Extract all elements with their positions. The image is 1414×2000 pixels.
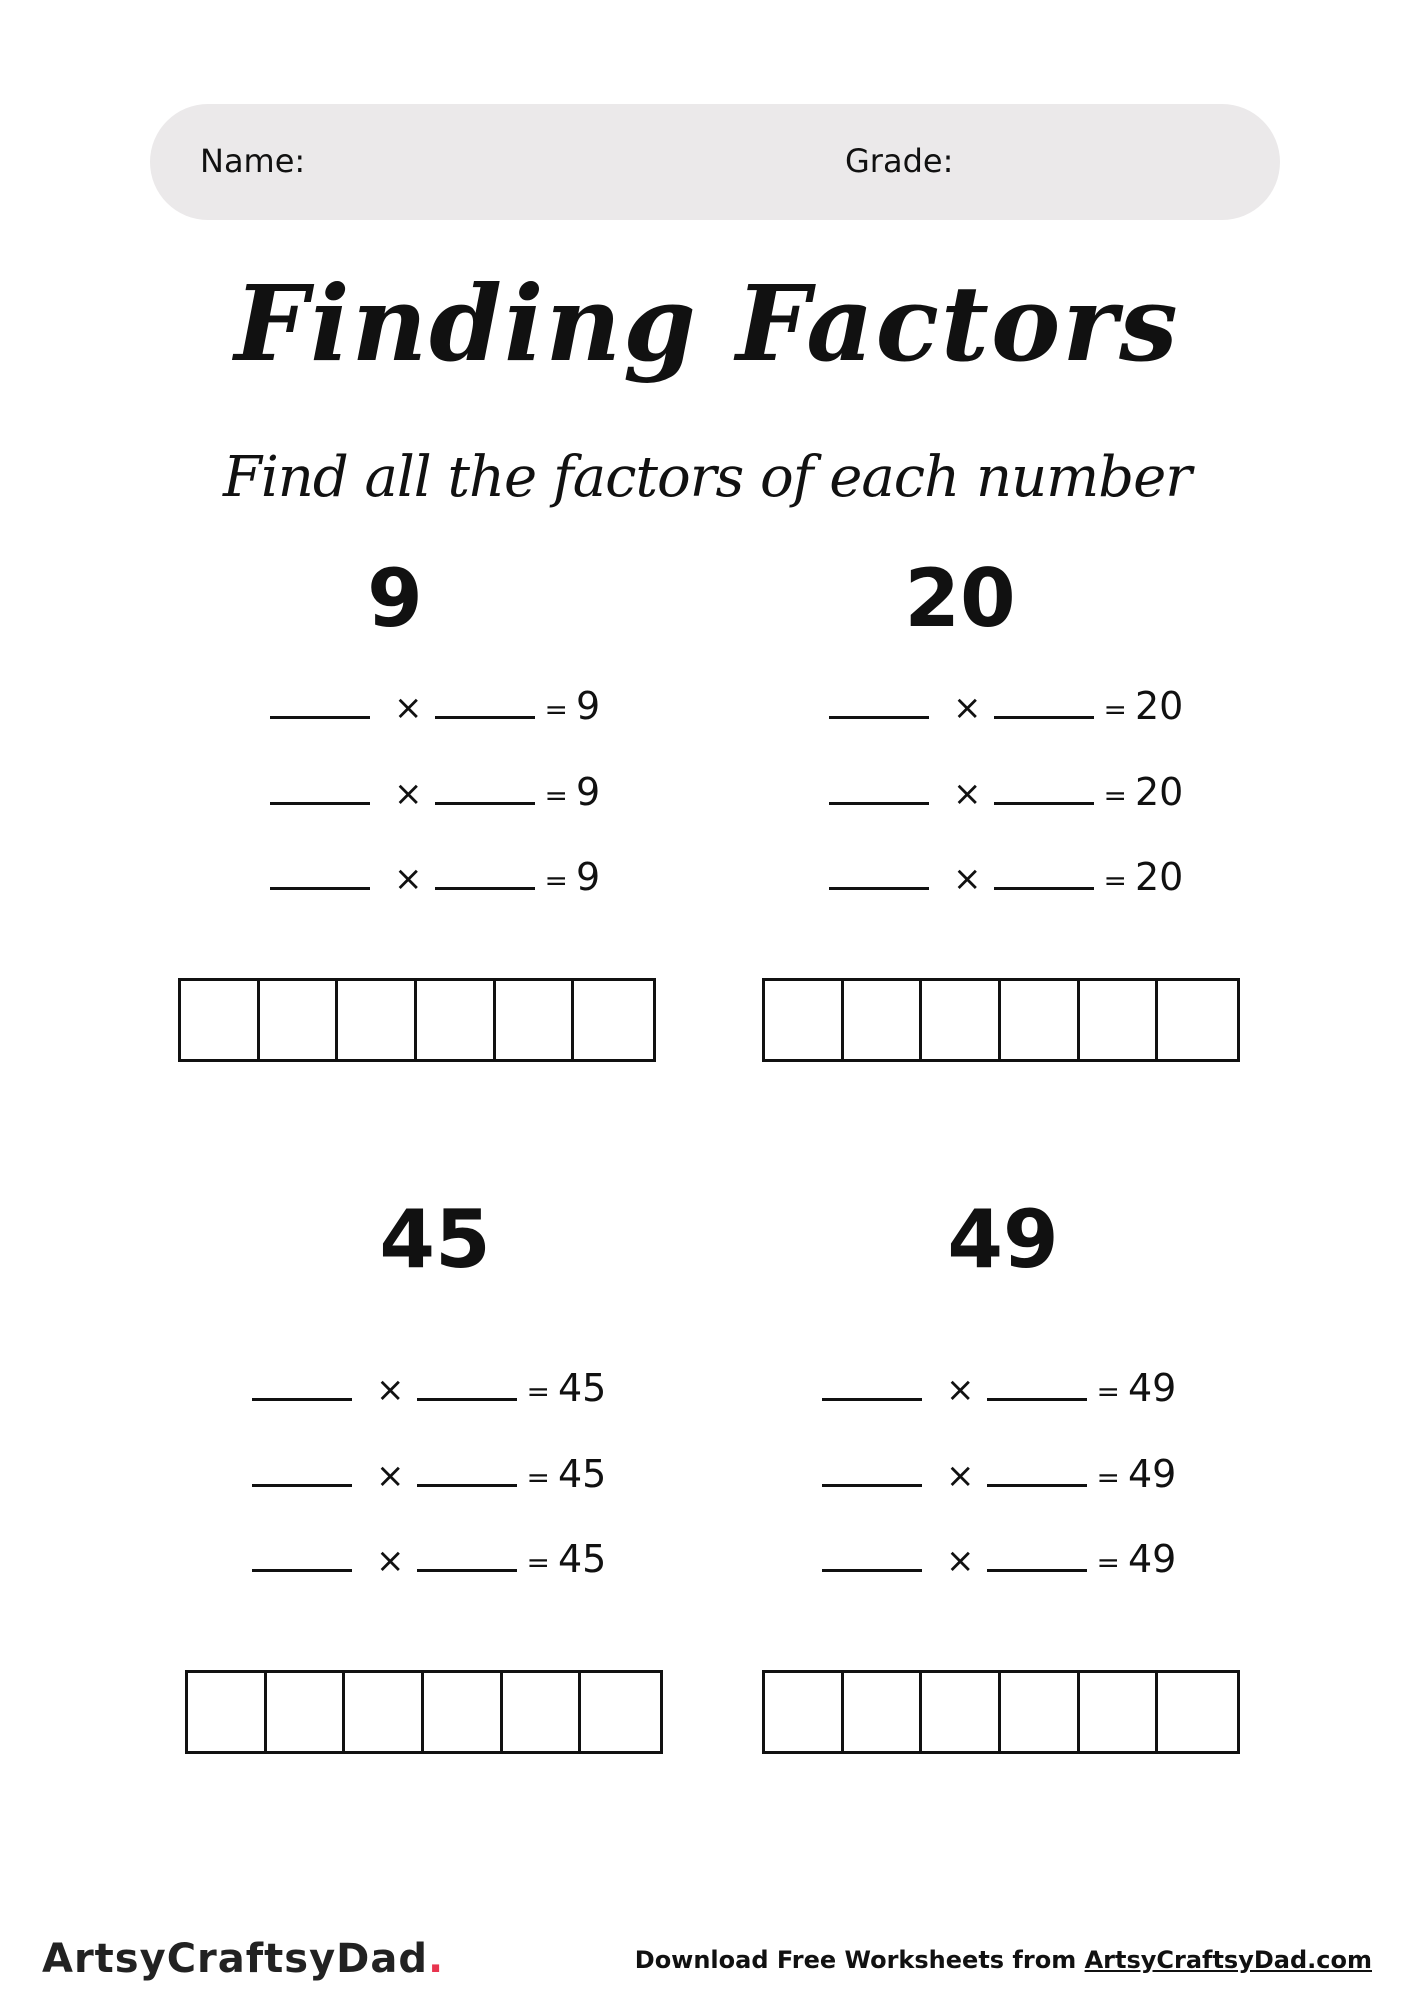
download-link[interactable]: ArtsyCraftsyDad.com [1084,1946,1372,1974]
factor-blank[interactable] [435,694,535,719]
factor-blank[interactable] [270,865,370,890]
factor-equation: × = 20 [829,684,1183,728]
factor-blank[interactable] [822,1376,922,1401]
factor-answer-boxes [762,1670,1240,1754]
factor-blank[interactable] [417,1547,517,1572]
factor-blank[interactable] [829,780,929,805]
brand-dot: . [428,1936,445,1982]
download-credit [635,1946,1372,1974]
answer-box[interactable] [1080,981,1159,1059]
worksheet-instructions: Find all the factors of each number [223,445,1191,510]
answer-box[interactable] [338,981,417,1059]
target-number: 45 [379,1193,491,1286]
answer-box[interactable] [503,1673,582,1751]
answer-box[interactable] [844,1673,923,1751]
factor-blank[interactable] [987,1376,1087,1401]
factor-answer-boxes [185,1670,663,1754]
target-number: 9 [367,552,423,645]
answer-box[interactable] [417,981,496,1059]
name-grade-bar [150,104,1280,220]
factor-blank[interactable] [417,1376,517,1401]
factor-equation: × = 9 [270,770,600,814]
answer-box[interactable] [922,1673,1001,1751]
factor-equation: × = 45 [252,1537,606,1581]
factor-blank[interactable] [252,1547,352,1572]
factor-equation: × = 20 [829,770,1183,814]
answer-box[interactable] [844,981,923,1059]
factor-blank[interactable] [270,694,370,719]
answer-box[interactable] [581,1673,660,1751]
factor-blank[interactable] [822,1462,922,1487]
factor-blank[interactable] [994,780,1094,805]
factor-blank[interactable] [270,780,370,805]
answer-box[interactable] [1158,981,1237,1059]
answer-box[interactable] [188,1673,267,1751]
factor-blank[interactable] [435,865,535,890]
factor-equation: × = 20 [829,855,1183,899]
factor-equation: × = 9 [270,684,600,728]
factor-equation: × = 45 [252,1366,606,1410]
answer-box[interactable] [1001,1673,1080,1751]
answer-box[interactable] [424,1673,503,1751]
factor-blank[interactable] [252,1376,352,1401]
answer-box[interactable] [345,1673,424,1751]
answer-box[interactable] [496,981,575,1059]
factor-blank[interactable] [987,1547,1087,1572]
download-text: Download Free Worksheets from [634,1946,1085,1974]
answer-box[interactable] [765,1673,844,1751]
brand-logo [42,1936,444,1982]
answer-box[interactable] [260,981,339,1059]
factor-blank[interactable] [252,1462,352,1487]
factor-equation: × = 49 [822,1537,1176,1581]
target-number: 49 [947,1193,1059,1286]
brand-name: ArtsyCraftsyDad [42,1936,428,1982]
factor-blank[interactable] [829,694,929,719]
name-label: Name: [200,142,306,180]
factor-blank[interactable] [994,865,1094,890]
answer-box[interactable] [1158,1673,1237,1751]
factor-equation: × = 45 [252,1452,606,1496]
answer-box[interactable] [181,981,260,1059]
grade-label: Grade: [845,142,954,180]
factor-answer-boxes [178,978,656,1062]
factor-equation: × = 49 [822,1366,1176,1410]
answer-box[interactable] [765,981,844,1059]
answer-box[interactable] [1080,1673,1159,1751]
factor-blank[interactable] [994,694,1094,719]
factor-equation: × = 49 [822,1452,1176,1496]
answer-box[interactable] [922,981,1001,1059]
worksheet-title: Finding Factors [234,262,1180,385]
target-number: 20 [904,552,1016,645]
factor-equation: × = 9 [270,855,600,899]
answer-box[interactable] [267,1673,346,1751]
factor-blank[interactable] [829,865,929,890]
factor-answer-boxes [762,978,1240,1062]
factor-blank[interactable] [822,1547,922,1572]
factor-blank[interactable] [417,1462,517,1487]
answer-box[interactable] [574,981,653,1059]
factor-blank[interactable] [987,1462,1087,1487]
answer-box[interactable] [1001,981,1080,1059]
factor-blank[interactable] [435,780,535,805]
